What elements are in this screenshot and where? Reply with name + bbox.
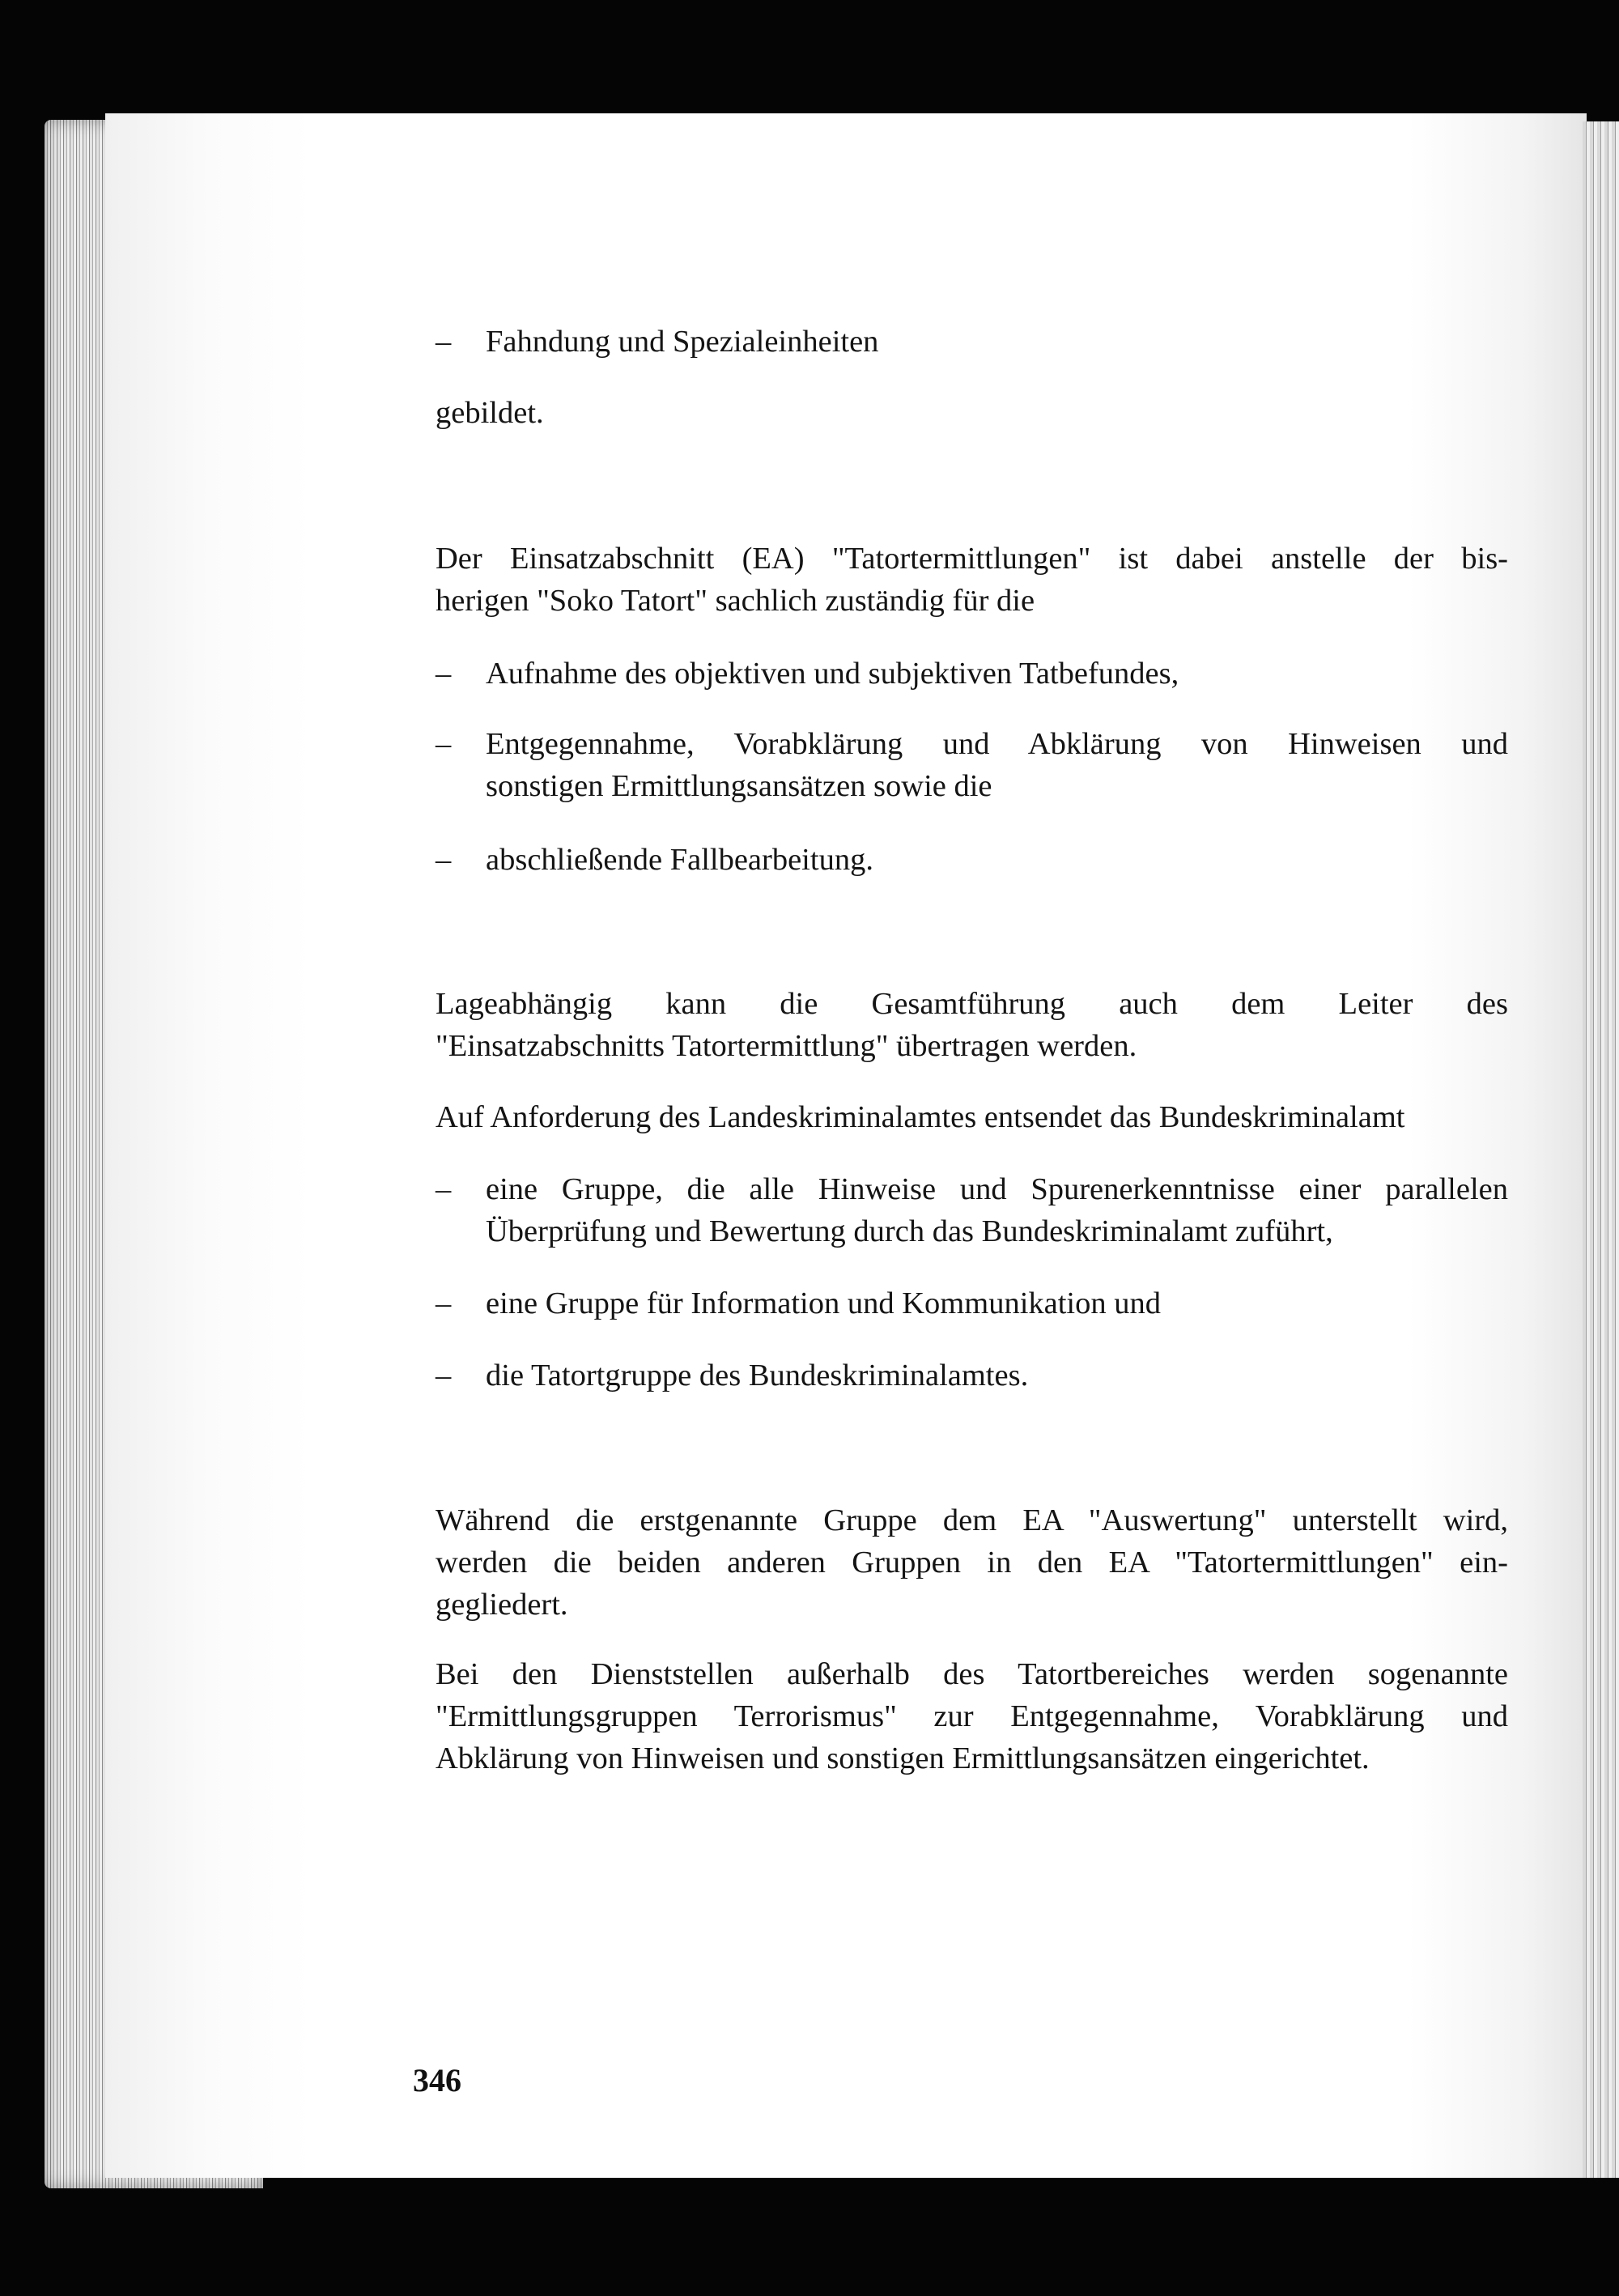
bullet-text: die Tatortgruppe des Bundeskriminalamtes. xyxy=(486,1358,1029,1392)
bullet-marker: – xyxy=(436,1358,452,1392)
bullet-marker: – xyxy=(436,843,452,877)
bullet-line: sonstigen Ermittlungsansätzen sowie die xyxy=(486,769,992,803)
paragraph-line: werden die beiden anderen Gruppen in den EA "Tatortermittlungen" ein- xyxy=(436,1546,1508,1580)
paragraph-anforderung: Auf Anforderung des Landeskriminalamtes entsendet das Bundeskriminalamt xyxy=(436,1100,1405,1134)
bullet-line: eine Gruppe, die alle Hinweise und Spurenerkenntnisse einer parallelen xyxy=(486,1172,1508,1206)
paragraph-line: "Ermittlungsgruppen Terrorismus" zur Entgegennahme, Vorabklärung und xyxy=(436,1699,1508,1733)
paragraph-line: gegliedert. xyxy=(436,1588,568,1622)
paragraph-line: "Einsatzabschnitts Tatortermittlung" übertragen werden. xyxy=(436,1029,1137,1063)
paragraph-waehrend xyxy=(436,1499,1508,1626)
bullet-text xyxy=(486,723,1508,807)
right-page-edge xyxy=(1583,121,1619,2178)
paragraph-line: Abklärung von Hinweisen und sonstigen Ermittlungsansätzen eingerichtet. xyxy=(436,1741,1370,1775)
bullet-text xyxy=(486,1168,1508,1252)
bullet-line: Entgegennahme, Vorabklärung und Abklärung von Hinweisen und xyxy=(486,727,1508,761)
paragraph-lageabhaengig xyxy=(436,983,1508,1067)
paragraph-line: Lageabhängig kann die Gesamtführung auch dem Leiter des xyxy=(436,987,1508,1021)
bullet-text: Fahndung und Spezialeinheiten xyxy=(486,325,879,359)
paragraph-einsatzabschnitt xyxy=(436,538,1508,622)
paragraph-line: Während die erstgenannte Gruppe dem EA "Auswertung" unterstellt wird, xyxy=(436,1503,1508,1537)
page-number: 346 xyxy=(413,2062,461,2098)
bullet-marker: – xyxy=(436,1172,452,1206)
paragraph-gebildet: gebildet. xyxy=(436,396,544,430)
paragraph-dienststellen xyxy=(436,1653,1508,1779)
paragraph-line: Bei den Dienststellen außerhalb des Tatortbereiches werden sogenannte xyxy=(436,1657,1508,1691)
bullet-eine-gruppe-hinweise xyxy=(436,1168,1508,1252)
bullet-text: Aufnahme des objektiven und subjektiven Tatbefundes, xyxy=(486,657,1179,691)
bullet-marker: – xyxy=(436,727,452,761)
bullet-line: Überprüfung und Bewertung durch das Bundeskriminalamt zuführt, xyxy=(486,1214,1333,1248)
bullet-text: eine Gruppe für Information und Kommunikation und xyxy=(486,1286,1161,1320)
bullet-marker: – xyxy=(436,1286,452,1320)
bullet-text: abschließende Fallbearbeitung. xyxy=(486,843,873,877)
paragraph-line: Der Einsatzabschnitt (EA) "Tatortermittlungen" ist dabei anstelle der bis- xyxy=(436,542,1508,576)
bullet-marker: – xyxy=(436,325,452,359)
paragraph-line: herigen "Soko Tatort" sachlich zuständig für die xyxy=(436,584,1035,618)
bullet-marker: – xyxy=(436,657,452,691)
bullet-entgegennahme xyxy=(436,723,1508,807)
